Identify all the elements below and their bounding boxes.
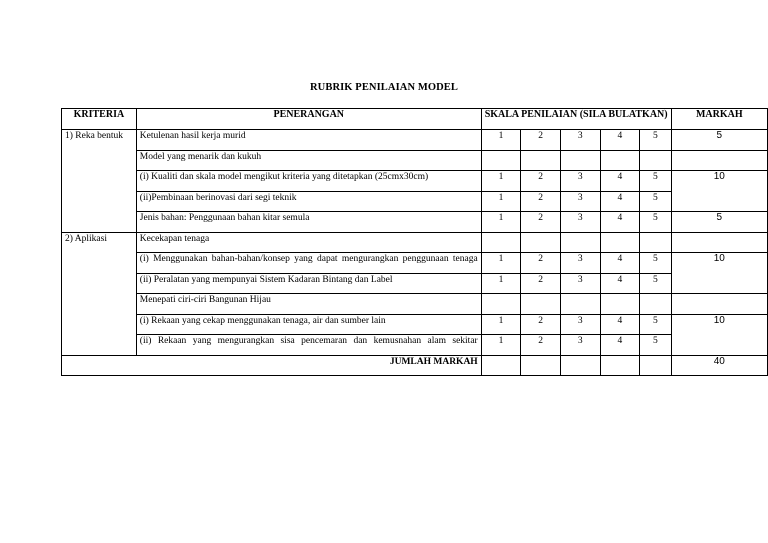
table-row — [62, 171, 768, 192]
rubric-table — [61, 108, 768, 376]
scale-3[interactable]: 3 — [560, 171, 600, 192]
scale-2[interactable]: 2 — [521, 335, 561, 356]
scale-4[interactable]: 4 — [600, 191, 640, 212]
markah-value: 5 — [671, 212, 767, 233]
scale-3[interactable]: 3 — [560, 253, 600, 274]
header-kriteria: KRITERIA — [62, 109, 137, 130]
scale-5[interactable]: 5 — [640, 314, 671, 335]
scale-1[interactable]: 1 — [481, 273, 521, 294]
scale-4[interactable]: 4 — [600, 253, 640, 274]
table-row — [62, 191, 768, 212]
scale-2[interactable]: 2 — [521, 191, 561, 212]
markah-value: 10 — [671, 171, 767, 212]
scale-2[interactable]: 2 — [521, 273, 561, 294]
table-row — [62, 335, 768, 356]
scale-1[interactable]: 1 — [481, 191, 521, 212]
scale-3[interactable]: 3 — [560, 191, 600, 212]
row-description: Jenis bahan: Penggunaan bahan kitar semula — [136, 212, 481, 233]
scale-5[interactable]: 5 — [640, 273, 671, 294]
scale-4[interactable]: 4 — [600, 314, 640, 335]
total-value: 40 — [671, 355, 767, 376]
table-row — [62, 150, 768, 171]
scale-5[interactable]: 5 — [640, 253, 671, 274]
scale-3[interactable]: 3 — [560, 314, 600, 335]
scale-1[interactable]: 1 — [481, 130, 521, 151]
row-description: Kecekapan tenaga — [136, 232, 481, 253]
table-row — [62, 212, 768, 233]
scale-1[interactable]: 1 — [481, 335, 521, 356]
scale-5[interactable]: 5 — [640, 171, 671, 192]
scale-5[interactable]: 5 — [640, 212, 671, 233]
criteria-aplikasi: 2) Aplikasi — [62, 232, 137, 355]
header-penerangan: PENERANGAN — [136, 109, 481, 130]
row-description: Ketulenan hasil kerja murid — [136, 130, 481, 151]
scale-3[interactable]: 3 — [560, 335, 600, 356]
total-label: JUMLAH MARKAH — [62, 355, 482, 376]
row-description: Menepati ciri-ciri Bangunan Hijau — [136, 294, 481, 315]
scale-4[interactable]: 4 — [600, 273, 640, 294]
scale-3[interactable]: 3 — [560, 130, 600, 151]
scale-4[interactable]: 4 — [600, 171, 640, 192]
page-title: RUBRIK PENILAIAN MODEL — [309, 82, 459, 93]
row-description: Model yang menarik dan kukuh — [136, 150, 481, 171]
row-description: (ii)Pembinaan berinovasi dari segi teknik — [136, 191, 481, 212]
scale-2[interactable]: 2 — [521, 314, 561, 335]
scale-1[interactable]: 1 — [481, 171, 521, 192]
table-row — [62, 253, 768, 274]
scale-3[interactable]: 3 — [560, 212, 600, 233]
header-skala: SKALA PENILAIAN (SILA BULATKAN) — [481, 109, 671, 130]
row-description: (i) Menggunakan bahan-bahan/konsep yang dapat mengurangkan penggunaan tenaga — [136, 253, 481, 274]
table-row — [62, 273, 768, 294]
scale-5[interactable]: 5 — [640, 335, 671, 356]
markah-value: 5 — [671, 130, 767, 151]
header-markah: MARKAH — [671, 109, 767, 130]
scale-4[interactable]: 4 — [600, 212, 640, 233]
scale-1[interactable]: 1 — [481, 253, 521, 274]
scale-2[interactable]: 2 — [521, 130, 561, 151]
scale-3[interactable]: 3 — [560, 273, 600, 294]
scale-1[interactable]: 1 — [481, 314, 521, 335]
scale-4[interactable]: 4 — [600, 335, 640, 356]
table-row — [62, 130, 768, 151]
scale-2[interactable]: 2 — [521, 253, 561, 274]
scale-2[interactable]: 2 — [521, 171, 561, 192]
table-row — [62, 294, 768, 315]
scale-4[interactable]: 4 — [600, 130, 640, 151]
row-description: (ii) Rekaan yang mengurangkan sisa pencemaran dan kemusnahan alam sekitar — [136, 335, 481, 356]
total-row — [62, 355, 768, 376]
criteria-reka-bentuk: 1) Reka bentuk — [62, 130, 137, 233]
row-description: (ii) Peralatan yang mempunyai Sistem Kadaran Bintang dan Label — [136, 273, 481, 294]
scale-2[interactable]: 2 — [521, 212, 561, 233]
row-description: (i) Rekaan yang cekap menggunakan tenaga, air dan sumber lain — [136, 314, 481, 335]
table-row — [62, 314, 768, 335]
scale-5[interactable]: 5 — [640, 191, 671, 212]
scale-1[interactable]: 1 — [481, 212, 521, 233]
row-description: (i) Kualiti dan skala model mengikut kriteria yang ditetapkan (25cmx30cm) — [136, 171, 481, 192]
markah-value: 10 — [671, 314, 767, 355]
table-row — [62, 232, 768, 253]
scale-5[interactable]: 5 — [640, 130, 671, 151]
markah-value: 10 — [671, 253, 767, 294]
header-row — [62, 109, 768, 130]
